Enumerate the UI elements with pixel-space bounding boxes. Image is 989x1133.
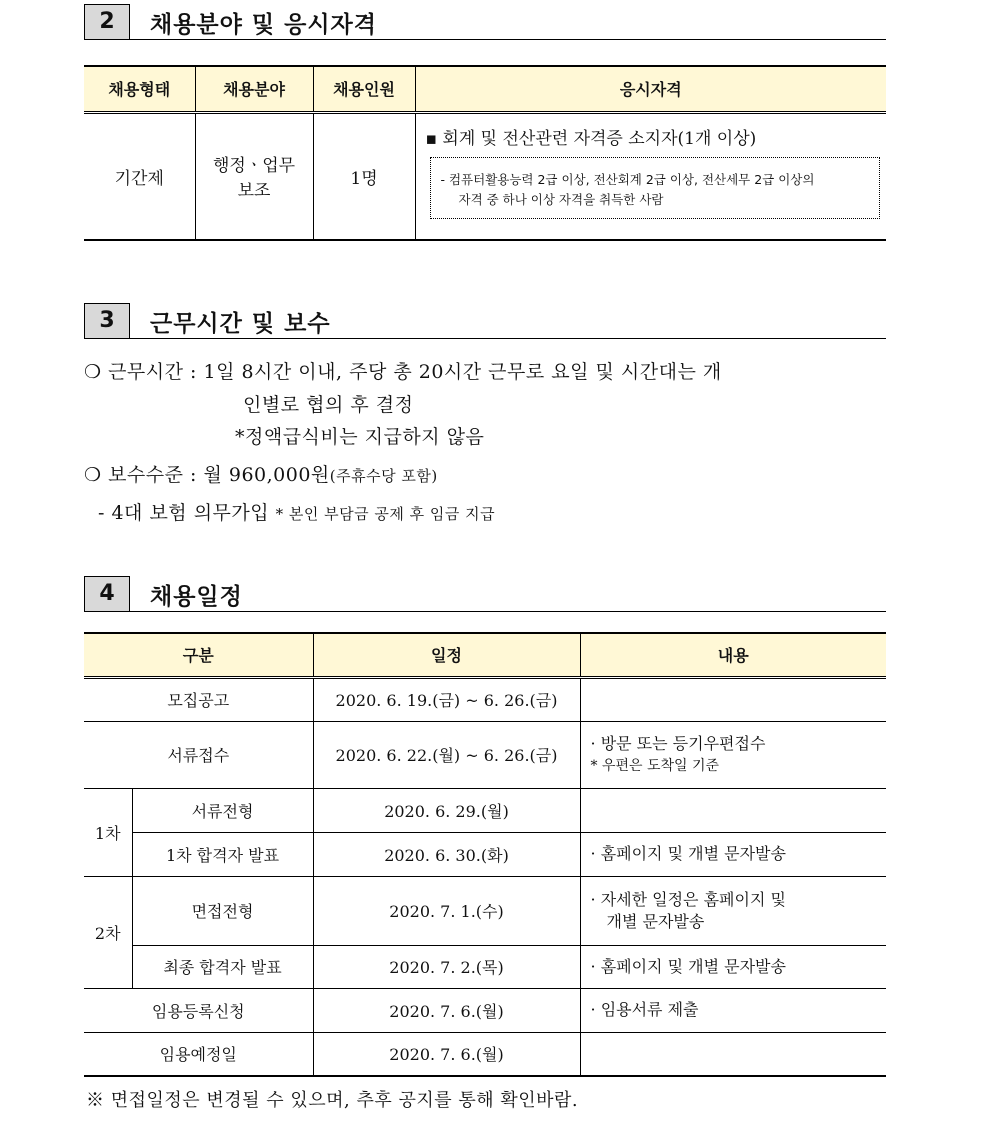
row-date: 2020. 7. 6.(월) bbox=[313, 988, 580, 1032]
row-label: 모집공고 bbox=[84, 677, 313, 721]
section-3-number: 3 bbox=[84, 303, 130, 339]
insurance-text: - 4대 보험 의무가입 bbox=[98, 502, 270, 524]
row-note: · 임용서류 제출 bbox=[580, 988, 886, 1032]
recruit-table-row bbox=[84, 112, 886, 240]
insurance-line bbox=[98, 498, 495, 525]
row-label: 서류접수 bbox=[84, 721, 313, 788]
footnote: ※ 면접일정은 변경될 수 있으며, 추후 공지를 통해 확인바람. bbox=[86, 1090, 579, 1111]
work-hours-line-1 bbox=[84, 357, 722, 384]
row-note bbox=[580, 721, 886, 788]
row-label: 최종 합격자 발표 bbox=[132, 945, 313, 988]
cell-count: 1명 bbox=[313, 112, 415, 240]
schedule-header-row bbox=[84, 633, 886, 677]
insurance-note: * 본인 부담금 공제 후 임금 지급 bbox=[275, 505, 496, 523]
header-qualification: 응시자격 bbox=[415, 66, 886, 112]
row-label: 1차 합격자 발표 bbox=[132, 832, 313, 876]
pay-level-note: (주휴수당 포함) bbox=[329, 467, 438, 485]
row-date: 2020. 7. 6.(월) bbox=[313, 1032, 580, 1076]
row-note: · 홈페이지 및 개별 문자발송 bbox=[580, 832, 886, 876]
row-date: 2020. 6. 19.(금) ~ 6. 26.(금) bbox=[313, 677, 580, 721]
section-2-header bbox=[84, 4, 886, 42]
row-label: 임용예정일 bbox=[84, 1032, 313, 1076]
section-3-title: 근무시간 및 보수 bbox=[150, 311, 331, 337]
table-row bbox=[84, 788, 886, 832]
cell-field bbox=[195, 112, 313, 240]
header-field: 채용분야 bbox=[195, 66, 313, 112]
work-hours-line-3: *정액급식비는 지급하지 않음 bbox=[235, 426, 485, 448]
header-count: 채용인원 bbox=[313, 66, 415, 112]
row-note bbox=[580, 788, 886, 832]
row-label: 서류전형 bbox=[132, 788, 313, 832]
qualification-detail-box bbox=[430, 157, 880, 219]
row-date: 2020. 7. 2.(목) bbox=[313, 945, 580, 988]
section-3-rule bbox=[130, 338, 886, 339]
work-hours-label: ❍ 근무시간 : bbox=[84, 361, 204, 383]
pay-level-text: ❍ 보수수준 : 월 960,000원 bbox=[84, 464, 330, 486]
pay-level-line bbox=[84, 460, 438, 487]
recruit-table-header-row bbox=[84, 66, 886, 112]
row-date: 2020. 7. 1.(수) bbox=[313, 876, 580, 945]
qualification-detail-line-2: 자격 중 하나 이상 자격을 취득한 사람 bbox=[458, 191, 664, 207]
section-4-header bbox=[84, 576, 886, 614]
recruit-table bbox=[84, 65, 886, 241]
section-2-rule bbox=[130, 39, 886, 40]
field-line-1: 행정ㆍ업무 bbox=[212, 156, 296, 177]
row-note bbox=[580, 677, 886, 721]
row-note-line-1: · 자세한 일정은 홈페이지 및 bbox=[590, 889, 786, 909]
row-label: 면접전형 bbox=[132, 876, 313, 945]
row-date: 2020. 6. 30.(화) bbox=[313, 832, 580, 876]
header-category: 구분 bbox=[84, 633, 313, 677]
stage-1-label: 1차 bbox=[84, 788, 132, 876]
header-schedule: 일정 bbox=[313, 633, 580, 677]
table-row bbox=[84, 945, 886, 988]
row-note: · 홈페이지 및 개별 문자발송 bbox=[580, 945, 886, 988]
row-note bbox=[580, 876, 886, 945]
qualification-detail-line-1: - 컴퓨터활용능력 2급 이상, 전산회계 2급 이상, 전산세무 2급 이상의 bbox=[440, 171, 815, 187]
table-row bbox=[84, 832, 886, 876]
cell-qualification bbox=[415, 112, 886, 240]
table-row bbox=[84, 876, 886, 945]
section-2-number: 2 bbox=[84, 4, 130, 40]
section-4-rule bbox=[130, 611, 886, 612]
stage-2-label: 2차 bbox=[84, 876, 132, 988]
row-note-line-2: * 우편은 도착일 기준 bbox=[590, 757, 720, 774]
row-note bbox=[580, 1032, 886, 1076]
row-note-line-1: · 방문 또는 등기우편접수 bbox=[590, 733, 766, 753]
table-row bbox=[84, 677, 886, 721]
header-content: 내용 bbox=[580, 633, 886, 677]
row-date: 2020. 6. 29.(월) bbox=[313, 788, 580, 832]
work-hours-text-1: 1일 8시간 이내, 주당 총 20시간 근무로 요일 및 시간대는 개 bbox=[203, 361, 722, 383]
table-row bbox=[84, 721, 886, 788]
field-line-2: 보조 bbox=[237, 181, 271, 202]
row-label: 임용등록신청 bbox=[84, 988, 313, 1032]
section-4-title: 채용일정 bbox=[150, 584, 243, 610]
cell-type: 기간제 bbox=[114, 168, 164, 189]
section-2-title: 채용분야 및 응시자격 bbox=[150, 12, 377, 38]
table-row bbox=[84, 1032, 886, 1076]
row-note-line-2: 개별 문자발송 bbox=[606, 911, 705, 931]
schedule-table bbox=[84, 632, 886, 1077]
row-date: 2020. 6. 22.(월) ~ 6. 26.(금) bbox=[313, 721, 580, 788]
table-row bbox=[84, 988, 886, 1032]
qualification-main: ▪ 회계 및 전산관련 자격증 소지자(1개 이상) bbox=[425, 128, 757, 149]
work-hours-line-2: 인별로 협의 후 결정 bbox=[243, 394, 414, 416]
header-type: 채용형태 bbox=[84, 66, 195, 112]
section-3-header bbox=[84, 303, 886, 341]
section-4-number: 4 bbox=[84, 576, 130, 612]
